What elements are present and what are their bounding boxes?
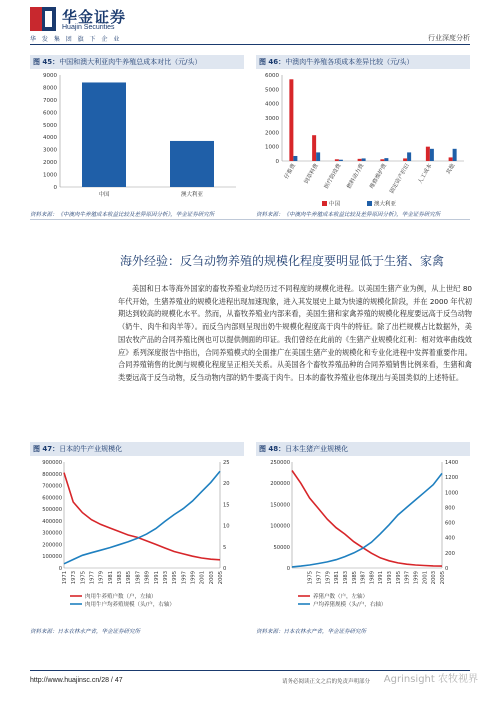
legend-label: 中国 — [329, 201, 341, 208]
x-tick-label: 燃料动力费 — [346, 163, 366, 190]
legend-label: 户均养猪规模（头/户，右轴） — [313, 602, 387, 608]
y-left-tick-label: 250000 — [270, 460, 290, 466]
x-tick-label: 1993 — [387, 571, 394, 585]
y-tick-label: 1000 — [265, 144, 279, 151]
figure-47-source: 资料来源：日本农林水产省，华金证券研究所 — [30, 629, 141, 635]
y-tick-label: 2000 — [43, 160, 57, 167]
x-tick-label: 1983 — [117, 571, 124, 585]
y-left-tick-label: 150000 — [270, 502, 290, 509]
figure-47-title: 图 47：日本的牛产业规模化 — [30, 442, 244, 456]
figure-46-title: 图 46：中澳肉牛养殖各项成本差异比较（元/头） — [256, 55, 470, 69]
y-tick-label: 4000 — [265, 101, 279, 108]
x-tick-label: 1979 — [98, 571, 105, 585]
brand-name-en: Huajin Securities — [62, 24, 115, 31]
footer-disclaimer: 请务必阅读正文之后的免责声明部分 — [281, 679, 370, 685]
figure-48-title: 图 48：日本生猪产业规模化 — [256, 442, 470, 456]
x-tick-label: 1995 — [395, 571, 402, 585]
x-tick-label: 2003 — [431, 571, 438, 585]
y-tick-label: 3000 — [43, 147, 57, 154]
y-left-tick-label: 400000 — [42, 518, 62, 525]
figure-46-source: 资料来源：《中澳肉牛养殖成本收益比较及差异原因分析》，华金证券研究所 — [256, 212, 441, 218]
x-tick-label: 人工成本 — [417, 163, 434, 186]
y-tick-label: 5000 — [265, 87, 279, 94]
y-tick-label: 0 — [275, 159, 279, 165]
bar-china-6 — [403, 158, 407, 161]
y-right-tick-label: 25 — [223, 460, 230, 466]
x-tick-label: 1999 — [190, 571, 197, 585]
bar-2 — [170, 141, 214, 187]
figure-46-chart — [256, 69, 470, 209]
brand-name-cn: 华金证券 — [62, 8, 127, 26]
x-tick-label: 医疗防疫费 — [323, 163, 343, 190]
bar-australia-4 — [362, 158, 366, 161]
figure-47 — [30, 442, 244, 621]
x-tick-label: 2001 — [199, 571, 206, 585]
bar-australia-3 — [339, 160, 343, 161]
x-tick-label: 1977 — [89, 571, 96, 585]
bar-china-7 — [426, 147, 430, 161]
bar-china-5 — [380, 159, 384, 161]
y-right-tick-label: 1400 — [445, 460, 459, 466]
y-left-tick-label: 100000 — [42, 554, 62, 561]
bar-china-1 — [289, 79, 293, 161]
x-tick-label: 1983 — [342, 571, 349, 585]
bar-australia-5 — [384, 158, 388, 161]
report-type: 行业深度分析 — [428, 34, 470, 42]
sources-divider — [30, 219, 470, 220]
x-tick-label: 1997 — [181, 571, 188, 585]
bar-china-8 — [449, 157, 453, 161]
x-tick-label: 固定资产折旧 — [389, 163, 411, 195]
bar-australia-8 — [453, 149, 457, 161]
body-paragraph: 美国和日本等海外国家的畜牧养殖业均经历过不同程度的规模化进程。以美国生猪产业为例，从上世纪 80 年代开始，生猪养殖业的规模化进程出现加速现象，进入其发展史上最为快速的规模化阶段，并在 2000 年代初期达到较高的规模化水平。然而，从畜牧养殖业内部来看，美国生猪和家禽养殖的规模化程度要远高于反刍动物（奶牛、肉牛和肉羊等）。而反刍内部则呈现出奶牛规模化程度高于肉牛的特征。除了出栏规模占比数据外，美国农牧产品的合同养殖比例也可以提供侧面的印证。我们曾经在此前的《生猪产业规模化红利：相对效率曲线效应》系列深度报告中指出，合同养殖模式的全面推广在美国生猪产业的规模化和专业化进程中发挥着重要作用。合同养殖销售的比例与规模化程度呈正相关关系。从美国各个畜牧养殖品种的合同养殖销售比例来看，生猪和禽类要远高于反刍动物，反刍动物内部的奶牛要高于肉牛。日本的畜牧养殖业也体现出与美国类似的上述特征。 — [118, 284, 472, 382]
y-left-tick-label: 200000 — [42, 542, 62, 549]
x-tick-label: 1999 — [413, 571, 420, 585]
y-tick-label: 6000 — [265, 73, 279, 79]
y-left-tick-label: 0 — [286, 566, 290, 572]
y-right-tick-label: 600 — [445, 520, 455, 527]
y-right-tick-label: 1200 — [445, 475, 459, 482]
figure-45-source: 资料来源：《中澳肉牛养殖成本收益比较及差异原因分析》，华金证券研究所 — [30, 212, 215, 218]
x-tick-label: 中国 — [98, 192, 110, 198]
y-tick-label: 4000 — [43, 135, 57, 142]
y-tick-label: 6000 — [43, 110, 57, 117]
series-line-scale — [64, 471, 220, 564]
y-left-tick-label: 0 — [58, 566, 62, 572]
x-tick-label: 1985 — [351, 571, 358, 585]
x-tick-label: 维修维护费 — [369, 163, 389, 190]
bar-1 — [82, 82, 126, 187]
legend-label: 肉用牛户均养殖规模（头/户，右轴） — [85, 602, 175, 608]
legend-label: 肉用牛养殖户数（户，左轴） — [85, 594, 157, 600]
legend-swatch — [322, 201, 327, 206]
y-right-tick-label: 400 — [445, 535, 455, 542]
x-tick-label: 饲草料费 — [303, 163, 320, 186]
y-right-tick-label: 15 — [223, 502, 230, 509]
y-tick-label: 8000 — [43, 85, 57, 92]
y-right-tick-label: 5 — [223, 544, 227, 551]
x-tick-label: 其他 — [445, 163, 457, 176]
figure-47-chart — [30, 456, 244, 621]
group-line: 华 发 集 团 旗 下 企 业 — [30, 36, 122, 43]
legend-swatch — [367, 201, 372, 206]
bar-australia-2 — [316, 152, 320, 161]
y-tick-label: 5000 — [43, 122, 57, 129]
x-tick-label: 1985 — [126, 571, 133, 585]
y-left-tick-label: 900000 — [42, 460, 62, 466]
figure-45 — [30, 55, 244, 209]
x-tick-label: 1973 — [71, 571, 78, 585]
y-right-tick-label: 10 — [223, 523, 230, 530]
x-tick-label: 2003 — [208, 571, 215, 585]
x-tick-label: 2005 — [218, 571, 224, 585]
y-left-tick-label: 100000 — [270, 523, 290, 530]
y-tick-label: 3000 — [265, 116, 279, 122]
section-title: 海外经验：反刍动物养殖的规模化程度要明显低于生猪、家禽 — [120, 254, 445, 268]
series-line-scale — [292, 473, 442, 567]
y-tick-label: 2000 — [265, 130, 279, 137]
x-tick-label: 1989 — [144, 571, 151, 585]
figure-46 — [256, 55, 470, 209]
figure-48-source: 资料来源：日本农林水产省，华金证券研究所 — [256, 629, 367, 635]
y-left-tick-label: 200000 — [270, 481, 290, 488]
x-tick-label: 1971 — [62, 571, 68, 585]
figure-48 — [256, 442, 470, 621]
y-right-tick-label: 20 — [223, 481, 230, 488]
x-tick-label: 1989 — [369, 571, 376, 585]
y-tick-label: 1000 — [43, 172, 57, 179]
x-tick-label: 1993 — [162, 571, 169, 585]
y-right-tick-label: 0 — [445, 566, 449, 572]
y-left-tick-label: 300000 — [42, 530, 62, 537]
bar-australia-7 — [430, 149, 434, 161]
bar-china-2 — [312, 135, 316, 161]
figure-45-chart — [30, 69, 244, 209]
y-tick-label: 7000 — [43, 97, 57, 104]
series-line-households — [292, 471, 442, 567]
x-tick-label: 2005 — [440, 571, 446, 585]
brand-logo-icon — [30, 7, 56, 31]
y-right-tick-label: 1000 — [445, 490, 459, 497]
figure-45-title: 图 45：中国和澳大利亚肉牛养殖总成本对比（元/头） — [30, 55, 244, 69]
x-tick-label: 1991 — [153, 571, 160, 585]
x-tick-label: 1979 — [325, 571, 332, 585]
y-right-tick-label: 200 — [445, 550, 455, 557]
x-tick-label: 1995 — [172, 571, 179, 585]
series-line-households — [64, 473, 220, 560]
legend-label: 养猪户数（户，左轴） — [313, 594, 369, 600]
y-right-tick-label: 800 — [445, 505, 455, 512]
bar-australia-6 — [407, 152, 411, 161]
x-tick-label: 1987 — [360, 571, 367, 585]
y-left-tick-label: 800000 — [42, 471, 62, 478]
x-tick-label: 1987 — [135, 571, 142, 585]
x-tick-label: 仔畜费 — [283, 163, 298, 181]
x-tick-label: 澳大利亚 — [180, 192, 204, 198]
y-right-tick-label: 0 — [223, 566, 227, 572]
y-left-tick-label: 50000 — [273, 544, 290, 551]
x-tick-label: 2001 — [422, 571, 429, 585]
y-left-tick-label: 600000 — [42, 495, 62, 502]
x-tick-label: 1981 — [107, 571, 114, 585]
watermark: Agrinsight 农牧视界 — [383, 674, 478, 685]
footer-url[interactable]: http://www.huajinsc.cn/28 / 47 — [30, 677, 123, 684]
y-left-tick-label: 500000 — [42, 507, 62, 514]
page-header — [0, 0, 500, 44]
x-tick-label: 1977 — [316, 571, 323, 585]
bar-china-4 — [358, 159, 362, 161]
x-tick-label: 1991 — [378, 571, 385, 585]
legend-label: 澳大利亚 — [374, 201, 397, 208]
y-left-tick-label: 700000 — [42, 483, 62, 490]
bar-china-3 — [335, 159, 339, 161]
x-tick-label: 1975 — [80, 571, 87, 585]
x-tick-label: 1975 — [307, 571, 314, 585]
y-tick-label: 9000 — [43, 73, 57, 79]
x-tick-label: 1981 — [334, 571, 341, 585]
x-tick-label: 1997 — [404, 571, 411, 585]
figure-48-chart — [256, 456, 470, 621]
y-tick-label: 0 — [53, 185, 57, 191]
header-divider — [30, 44, 470, 45]
bar-australia-1 — [293, 156, 297, 161]
